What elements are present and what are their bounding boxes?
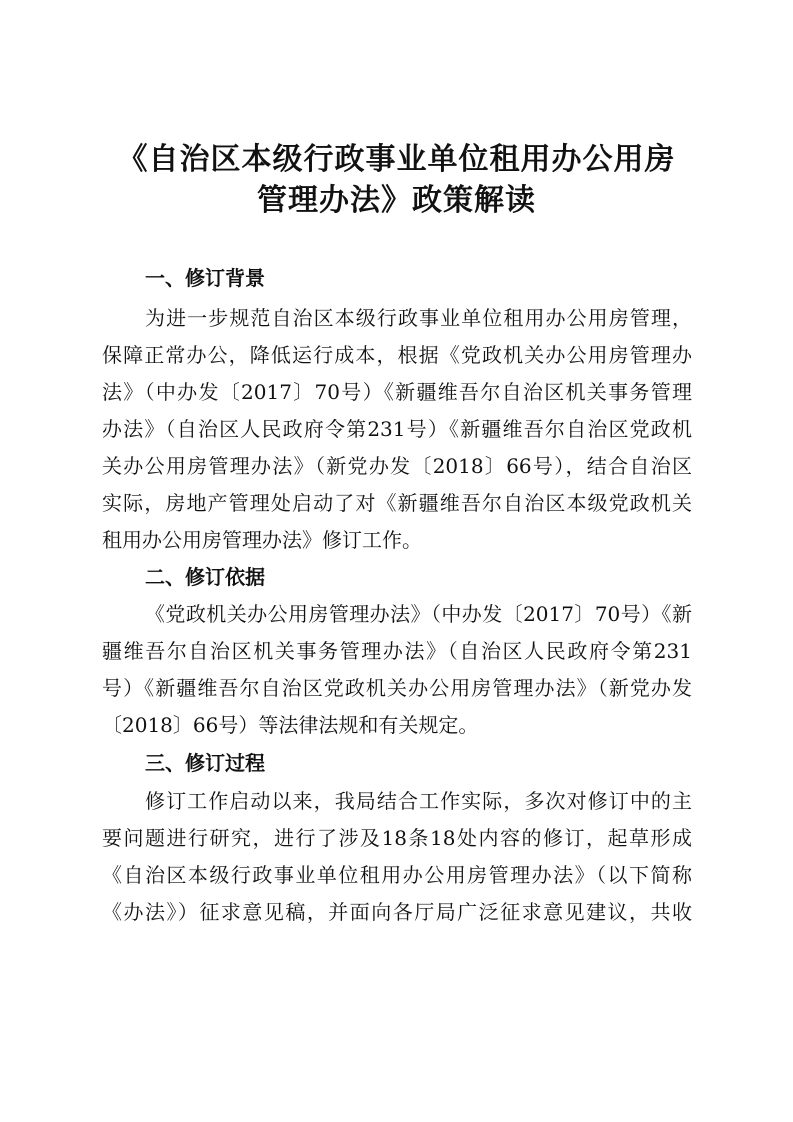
paragraph-line: 为进一步规范自治区本级行政事业单位租用办公用房管理，	[145, 306, 692, 330]
paragraph-line: 疆维吾尔自治区机关事务管理办法》（自治区人民政府令第231	[102, 639, 692, 663]
paragraph-line: 要问题进行研究，进行了涉及18条18处内容的修订，起草形成	[102, 826, 692, 850]
paragraph-line: 关办公用房管理办法》（新党办发〔2018〕66号），结合自治区	[102, 454, 692, 478]
paragraph-line: 办法》（自治区人民政府令第231号）《新疆维吾尔自治区党政机	[102, 417, 692, 441]
paragraph-line: 《办法》）征求意见稿，并面向各厅局广泛征求意见建议，共收	[102, 900, 692, 924]
section-heading-basis: 二、修订依据	[145, 565, 265, 589]
paragraph-line: 法》（中办发〔2017〕70号）《新疆维吾尔自治区机关事务管理	[102, 380, 692, 404]
paragraph-line: 修订工作启动以来，我局结合工作实际，多次对修订中的主	[145, 789, 692, 813]
paragraph-line: 租用办公用房管理办法》修订工作。	[102, 528, 422, 552]
paragraph-line: 实际，房地产管理处启动了对《新疆维吾尔自治区本级党政机关	[102, 491, 692, 515]
section-heading-process: 三、修订过程	[145, 751, 265, 775]
document-title-line-2: 管理办法》政策解读	[257, 183, 536, 218]
section-heading-background: 一、修订背景	[145, 266, 265, 290]
document-title-line-1: 《自治区本级行政事业单位租用办公用房	[117, 142, 676, 177]
paragraph-line: 〔2018〕66号）等法律法规和有关规定。	[102, 713, 479, 737]
paragraph-line: 《自治区本级行政事业单位租用办公用房管理办法》（以下简称	[102, 863, 692, 887]
paragraph-line: 号）《新疆维吾尔自治区党政机关办公用房管理办法》（新党办发	[102, 676, 692, 700]
paragraph-line: 《党政机关办公用房管理办法》（中办发〔2017〕70号）《新	[145, 602, 692, 626]
paragraph-line: 保障正常办公，降低运行成本，根据《党政机关办公用房管理办	[102, 343, 692, 367]
